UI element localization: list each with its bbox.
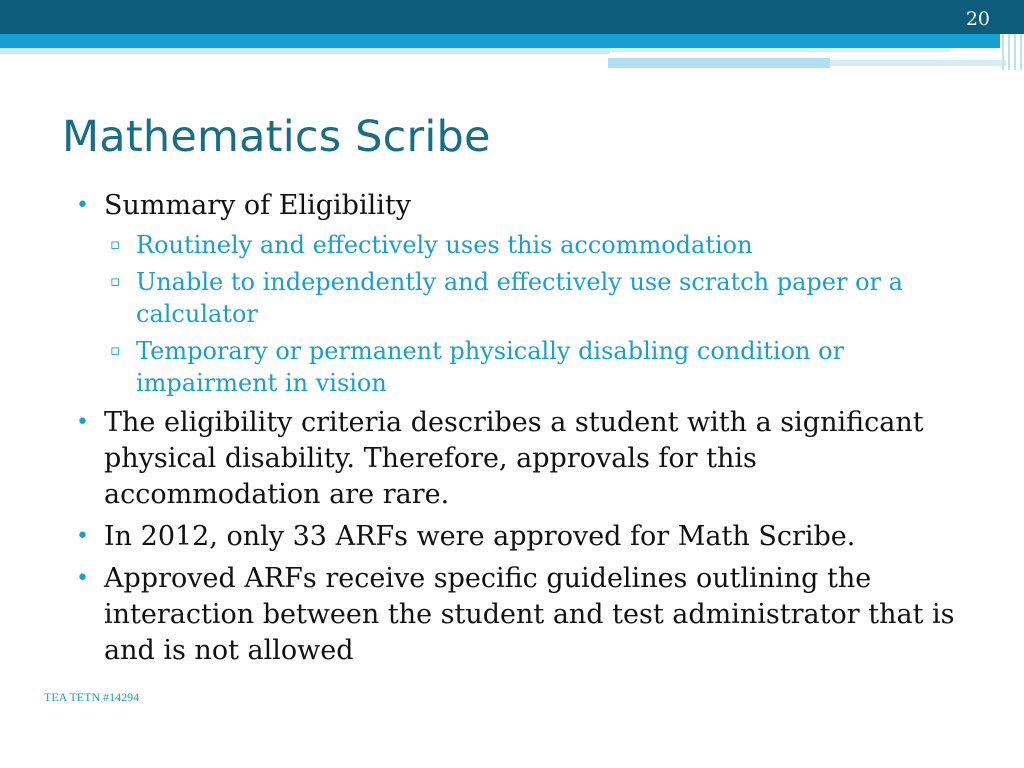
sub-bullet-item bbox=[104, 335, 964, 399]
bullet-glyph: • bbox=[76, 193, 89, 218]
sub-bullet-list bbox=[104, 229, 964, 399]
header-accent-strip-right bbox=[830, 60, 1006, 66]
header-vertical-lines bbox=[1002, 34, 1024, 70]
bullet-list bbox=[74, 182, 964, 675]
bullet-glyph: • bbox=[76, 566, 89, 591]
sub-bullet-text: Temporary or permanent physically disabling condition or impairment in vision bbox=[136, 337, 845, 397]
bullet-glyph: • bbox=[76, 524, 89, 549]
header-band-light bbox=[0, 34, 1000, 48]
header-band-pale bbox=[0, 48, 610, 54]
header-band-pale-right bbox=[610, 48, 950, 52]
slide-number: 20 bbox=[965, 8, 990, 30]
bullet-text: In 2012, only 33 ARFs were approved for Math Scribe. bbox=[104, 521, 856, 552]
header-band-dark bbox=[0, 0, 1024, 34]
slide-title: Mathematics Scribe bbox=[62, 112, 491, 162]
bullet-text: The eligibility criteria describes a student with a significant physical disability. Therefore, approvals for this accommodation are rare. bbox=[104, 407, 924, 510]
bullet-text: Approved ARFs receive specific guidelines outlining the interaction between the student and test administrator that is and is not allowed bbox=[104, 563, 955, 666]
sub-bullet-glyph: ▫ bbox=[110, 341, 121, 359]
sub-bullet-item bbox=[104, 229, 964, 261]
bullet-item bbox=[74, 519, 964, 555]
header-accent-strip bbox=[608, 58, 830, 68]
sub-bullet-glyph: ▫ bbox=[110, 235, 121, 253]
slide-footer: TEA TETN #14294 bbox=[44, 690, 140, 704]
bullet-item bbox=[74, 561, 964, 669]
sub-bullet-glyph: ▫ bbox=[110, 272, 121, 290]
bullet-item bbox=[74, 188, 964, 399]
sub-bullet-text: Unable to independently and effectively use scratch paper or a calculator bbox=[136, 268, 903, 328]
sub-bullet-item bbox=[104, 266, 964, 330]
bullet-text: Summary of Eligibility bbox=[104, 190, 411, 221]
sub-bullet-text: Routinely and effectively uses this accommodation bbox=[136, 231, 753, 259]
bullet-item bbox=[74, 405, 964, 513]
bullet-glyph: • bbox=[76, 410, 89, 435]
